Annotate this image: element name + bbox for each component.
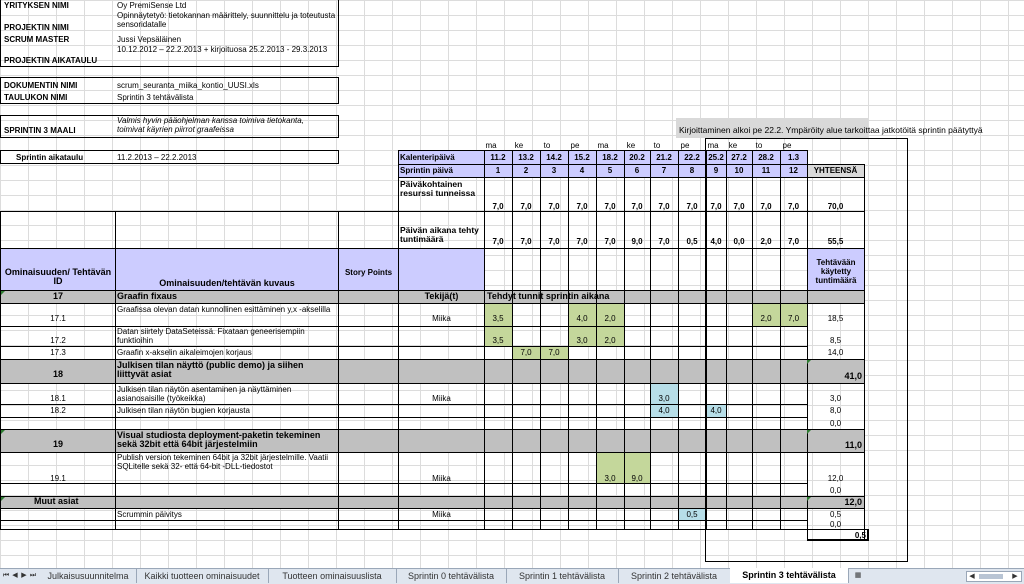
row-171-doer: Miika bbox=[432, 314, 451, 323]
cell-172-d4[interactable]: 3,0 bbox=[576, 336, 588, 345]
cell-171-d11[interactable]: 2,0 bbox=[760, 314, 772, 323]
sprint-day-number: 9 bbox=[713, 166, 719, 175]
resource-value: 7,0 bbox=[520, 202, 532, 211]
row-173-id: 17.3 bbox=[50, 348, 66, 357]
sprint-schedule-label: Sprintin aikataulu bbox=[16, 153, 84, 162]
cell-172-d5[interactable]: 2,0 bbox=[604, 336, 616, 345]
sheet-tab-sprint-3[interactable]: Sprintin 3 tehtävälista bbox=[730, 568, 849, 583]
cell-172-d1[interactable]: 3,5 bbox=[492, 336, 504, 345]
rule bbox=[0, 529, 807, 530]
calendar-date: 11.2 bbox=[490, 153, 506, 162]
resource-value: 7,0 bbox=[576, 202, 588, 211]
comment-marker bbox=[1, 291, 5, 295]
row-181-description: Julkisen tilan näytön asentaminen ja näyttäminen asianosaisille (työkeikka) bbox=[117, 385, 292, 403]
cell-173-d3[interactable]: 7,0 bbox=[548, 348, 560, 357]
worked-value: 9,0 bbox=[631, 237, 643, 246]
project-schedule-label: PROJEKTIN AIKATAULU bbox=[4, 56, 98, 65]
row-181-doer: Miika bbox=[432, 394, 451, 403]
company-value[interactable]: Oy PremiSense Ltd bbox=[117, 1, 187, 10]
sprint-day-number: 6 bbox=[634, 166, 640, 175]
row-muut-total: 12,0 bbox=[844, 497, 862, 507]
sprint-day-number: 4 bbox=[579, 166, 585, 175]
project-name-value[interactable]: Opinnäytetyö: tietokannan määrittely, suunnittelu ja toteutusta sensoridatalle bbox=[117, 11, 336, 29]
worked-value: 7,0 bbox=[604, 237, 616, 246]
rule bbox=[115, 211, 116, 529]
row-18-total: 41,0 bbox=[844, 371, 862, 381]
goal-label: SPRINTIN 3 MAALI bbox=[4, 126, 76, 135]
sheet-nav-last-icon[interactable]: ⏭ bbox=[29, 572, 37, 579]
row-191-id: 19.1 bbox=[50, 474, 66, 483]
worked-label: Päivän aikana tehty tuntimäärä bbox=[400, 225, 479, 244]
sprint-day-number: 12 bbox=[789, 166, 798, 175]
weekday: ma bbox=[707, 141, 719, 150]
cell-171-d12[interactable]: 7,0 bbox=[787, 314, 800, 323]
row-191-total: 12,0 bbox=[827, 474, 844, 483]
calendar-date: 13.2 bbox=[518, 153, 534, 162]
weekday: to bbox=[543, 141, 551, 150]
goal-value[interactable]: Valmis hyvin pääohjelman kanssa toimiva tietokanta, toimivat käyrien piirrot graafeissa bbox=[117, 116, 304, 134]
row-19-id: 19 bbox=[52, 439, 63, 449]
sheet-tab-sprint-2[interactable]: Sprintin 2 tehtävälista bbox=[618, 569, 731, 583]
worked-value: 7,0 bbox=[492, 237, 504, 246]
new-sheet-icon[interactable]: ▦ bbox=[854, 572, 862, 579]
company-label: YRITYKSEN NIMI bbox=[4, 1, 69, 10]
scroll-right-icon[interactable]: ▶ bbox=[1012, 573, 1018, 580]
worked-total: 55,5 bbox=[827, 237, 844, 246]
sheet-tab-sprint-0[interactable]: Sprintin 0 tehtävälista bbox=[396, 569, 507, 583]
calendar-date: 25.2 bbox=[708, 153, 724, 162]
weekday: to bbox=[653, 141, 661, 150]
row-182-id: 18.2 bbox=[50, 406, 66, 415]
sheet-tab-kaikki-ominaisuudet[interactable]: Kaikki tuotteen ominaisuudet bbox=[136, 569, 269, 583]
calendar-date: 20.2 bbox=[629, 153, 645, 162]
comment-marker bbox=[807, 430, 811, 434]
rule bbox=[0, 483, 807, 484]
row-18-title: Julkisen tilan näyttö (public demo) ja siihen liittyvät asiat bbox=[117, 360, 304, 379]
row-181-id: 18.1 bbox=[50, 394, 66, 403]
weekday: to bbox=[755, 141, 763, 150]
project-name-label: PROJEKTIN NIMI bbox=[4, 23, 69, 32]
weekday: ke bbox=[626, 141, 636, 150]
row-scrum-doer: Miika bbox=[432, 510, 451, 519]
resource-value: 7,0 bbox=[787, 202, 800, 211]
weekday: pe bbox=[570, 141, 580, 150]
row-19-title: Visual studiosta deployment-paketin tekeminen sekä 32bit että 64bit järjestelmiin bbox=[117, 430, 321, 449]
row-181-total: 3,0 bbox=[829, 394, 842, 403]
scrum-master-label: SCRUM MASTER bbox=[4, 35, 70, 44]
sheet-tab-julkaisusuunnitelma[interactable]: Julkaisusuunnitelma bbox=[40, 569, 137, 583]
resource-value: 7,0 bbox=[686, 202, 698, 211]
sheet-nav-prev-icon[interactable]: ◀ bbox=[12, 572, 18, 579]
row-172-description: Datan siirtely DataSeteissä. Fixataan geneerisempiin funktioihin bbox=[117, 327, 305, 345]
comment-marker bbox=[807, 497, 811, 501]
cell-182-d9[interactable]: 4,0 bbox=[710, 406, 722, 415]
comment-marker bbox=[1, 430, 5, 434]
cell-191-d6[interactable]: 9,0 bbox=[631, 474, 643, 483]
rule bbox=[0, 346, 807, 347]
resource-value: 7,0 bbox=[604, 202, 616, 211]
rule bbox=[338, 211, 339, 529]
cell-173-d2[interactable]: 7,0 bbox=[520, 348, 532, 357]
horizontal-scrollbar[interactable] bbox=[966, 571, 1022, 582]
row-19-empty-total: 0,0 bbox=[829, 486, 842, 495]
calendar-date: 21.2 bbox=[656, 153, 672, 162]
header-description: Ominaisuuden/tehtävän kuvaus bbox=[159, 278, 295, 288]
resource-value: 7,0 bbox=[733, 202, 745, 211]
header-id: Ominaisuuden/ Tehtävän ID bbox=[4, 267, 112, 286]
sprint-day-number: 1 bbox=[495, 166, 501, 175]
row-18-id: 18 bbox=[52, 369, 63, 379]
rule bbox=[0, 417, 807, 418]
worked-value: 7,0 bbox=[520, 237, 532, 246]
row-173-total: 14,0 bbox=[827, 348, 844, 357]
worked-value: 4,0 bbox=[710, 237, 722, 246]
worked-value: 7,0 bbox=[548, 237, 560, 246]
comment-marker bbox=[1, 497, 5, 501]
row-171-total: 18,5 bbox=[827, 314, 844, 323]
rule bbox=[0, 520, 807, 521]
scroll-left-icon[interactable]: ◀ bbox=[969, 573, 975, 580]
comment-marker bbox=[807, 360, 811, 364]
header-used-hours: Tehtävään käytetty tuntimäärä bbox=[815, 258, 857, 285]
cell-191-d5[interactable]: 3,0 bbox=[604, 474, 616, 483]
sheet-nav-first-icon[interactable]: ⏮ bbox=[2, 572, 10, 579]
table-label: TAULUKON NIMI bbox=[4, 93, 68, 102]
row-191-doer: Miika bbox=[432, 474, 451, 483]
calendar-date: 18.2 bbox=[602, 153, 618, 162]
resource-value: 7,0 bbox=[492, 202, 504, 211]
weekday: pe bbox=[782, 141, 792, 150]
sheet-tab-ominaisuuslista[interactable]: Tuotteen ominaisuuslista bbox=[268, 569, 397, 583]
note-text[interactable]: Kirjoittaminen alkoi pe 22.2. Ympäröity alue tarkoittaa jatkotöitä sprintin päätyttyä bbox=[679, 125, 983, 135]
row-empty-total: 0,0 bbox=[829, 520, 842, 529]
grand-total: 0,5 bbox=[854, 531, 866, 540]
calendar-date: 22.2 bbox=[684, 153, 700, 162]
cell-171-d5[interactable]: 2,0 bbox=[604, 314, 616, 323]
sprint-day-number: 2 bbox=[523, 166, 529, 175]
weekday: pe bbox=[680, 141, 690, 150]
document-label: DOKUMENTIN NIMI bbox=[4, 81, 78, 90]
cell-scrum-d8[interactable]: 0,5 bbox=[686, 510, 698, 519]
document-value[interactable]: scrum_seuranta_miika_kontio_UUSI.xls bbox=[117, 81, 259, 90]
rule bbox=[398, 150, 399, 529]
row-19-total: 11,0 bbox=[844, 440, 862, 450]
worked-value: 7,0 bbox=[658, 237, 670, 246]
table-value[interactable]: Sprintin 3 tehtävälista bbox=[117, 93, 194, 102]
worked-value: 7,0 bbox=[576, 237, 588, 246]
sprint-day-number: 7 bbox=[661, 166, 667, 175]
calendar-date: 1.3 bbox=[787, 153, 800, 162]
row-173-description: Graafin x-akselin aikaleimojen korjaus bbox=[117, 348, 252, 357]
worked-value: 0,0 bbox=[733, 237, 745, 246]
worked-value: 0,5 bbox=[686, 237, 698, 246]
weekday: ma bbox=[597, 141, 609, 150]
scroll-thumb[interactable] bbox=[979, 574, 1003, 579]
header-doer: Tekijä(t) bbox=[424, 291, 459, 301]
total-header: YHTEENSÄ bbox=[813, 166, 858, 175]
sprint-schedule-value[interactable]: 11.2.2013 – 22.2.2013 bbox=[117, 153, 197, 162]
calendar-date: 27.2 bbox=[731, 153, 747, 162]
worked-value: 7,0 bbox=[787, 237, 800, 246]
header-hours-done: Tehdyt tunnit sprintin aikana bbox=[487, 291, 610, 301]
sprint-day-number: 11 bbox=[761, 166, 771, 175]
resource-value: 7,0 bbox=[760, 202, 772, 211]
resource-label: Päiväkohtainen resurssi tunneissa bbox=[400, 179, 476, 198]
calendar-date: 15.2 bbox=[574, 153, 590, 162]
sheet-nav-next-icon[interactable]: ▶ bbox=[21, 572, 27, 579]
row-191-description: Publish version tekeminen 64bit ja 32bit järjestelmille. Vaatii SQLitelle sekä 32- että 64-bit -DLL-tiedostot bbox=[117, 453, 329, 471]
weekday: ma bbox=[485, 141, 497, 150]
calendar-date: 28.2 bbox=[758, 153, 774, 162]
cell-181-d7[interactable]: 3,0 bbox=[658, 394, 670, 403]
row-scrum-description: Scrummin päivitys bbox=[117, 510, 182, 519]
project-schedule-value[interactable]: 10.12.2012 – 22.2.2013 + kirjoituosa 25.2.2013 - 29.3.2013 bbox=[117, 45, 328, 54]
cell-171-d1[interactable]: 3,5 bbox=[492, 314, 504, 323]
row-muut-title: Muut asiat bbox=[34, 496, 79, 506]
sprint-day-number: 8 bbox=[689, 166, 695, 175]
row-171-description: Graafissa olevan datan kunnollinen esittäminen y,x -akselilla bbox=[117, 305, 331, 314]
cell-171-d4[interactable]: 4,0 bbox=[576, 314, 588, 323]
sheet-tab-bar bbox=[0, 568, 1024, 584]
header-story-points: Story Points bbox=[344, 268, 393, 277]
sprint-day-number: 3 bbox=[551, 166, 557, 175]
sheet-tab-sprint-1[interactable]: Sprintin 1 tehtävälista bbox=[506, 569, 619, 583]
worked-value: 2,0 bbox=[760, 237, 772, 246]
cell-182-d7[interactable]: 4,0 bbox=[658, 406, 670, 415]
row-182-total: 8,0 bbox=[829, 406, 842, 415]
rule bbox=[0, 404, 807, 405]
sprint-day-number: 5 bbox=[607, 166, 613, 175]
row-171-id: 17.1 bbox=[50, 314, 66, 323]
row-172-id: 17.2 bbox=[50, 336, 66, 345]
calendar-day-label: Kalenteripäivä bbox=[400, 153, 455, 162]
sprint-day-label: Sprintin päivä bbox=[400, 166, 453, 175]
row-172-total: 8,5 bbox=[829, 336, 842, 345]
sprint-day-number: 10 bbox=[734, 166, 744, 175]
calendar-date: 14.2 bbox=[546, 153, 562, 162]
row-17-id: 17 bbox=[52, 291, 63, 301]
row-17-title: Graafin fixaus bbox=[117, 291, 178, 301]
resource-value: 7,0 bbox=[658, 202, 670, 211]
row-182-description: Julkisen tilan näytön bugien korjausta bbox=[117, 406, 250, 415]
weekday: ke bbox=[514, 141, 524, 150]
resource-value: 7,0 bbox=[710, 202, 722, 211]
row-scrum-total: 0,5 bbox=[829, 510, 842, 519]
resource-total: 70,0 bbox=[827, 202, 844, 211]
resource-value: 7,0 bbox=[548, 202, 560, 211]
resource-value: 7,0 bbox=[631, 202, 643, 211]
weekday: ke bbox=[728, 141, 738, 150]
row-18-empty-total: 0,0 bbox=[829, 419, 842, 428]
scrum-master-value[interactable]: Jussi Vepsäläinen bbox=[117, 35, 182, 44]
